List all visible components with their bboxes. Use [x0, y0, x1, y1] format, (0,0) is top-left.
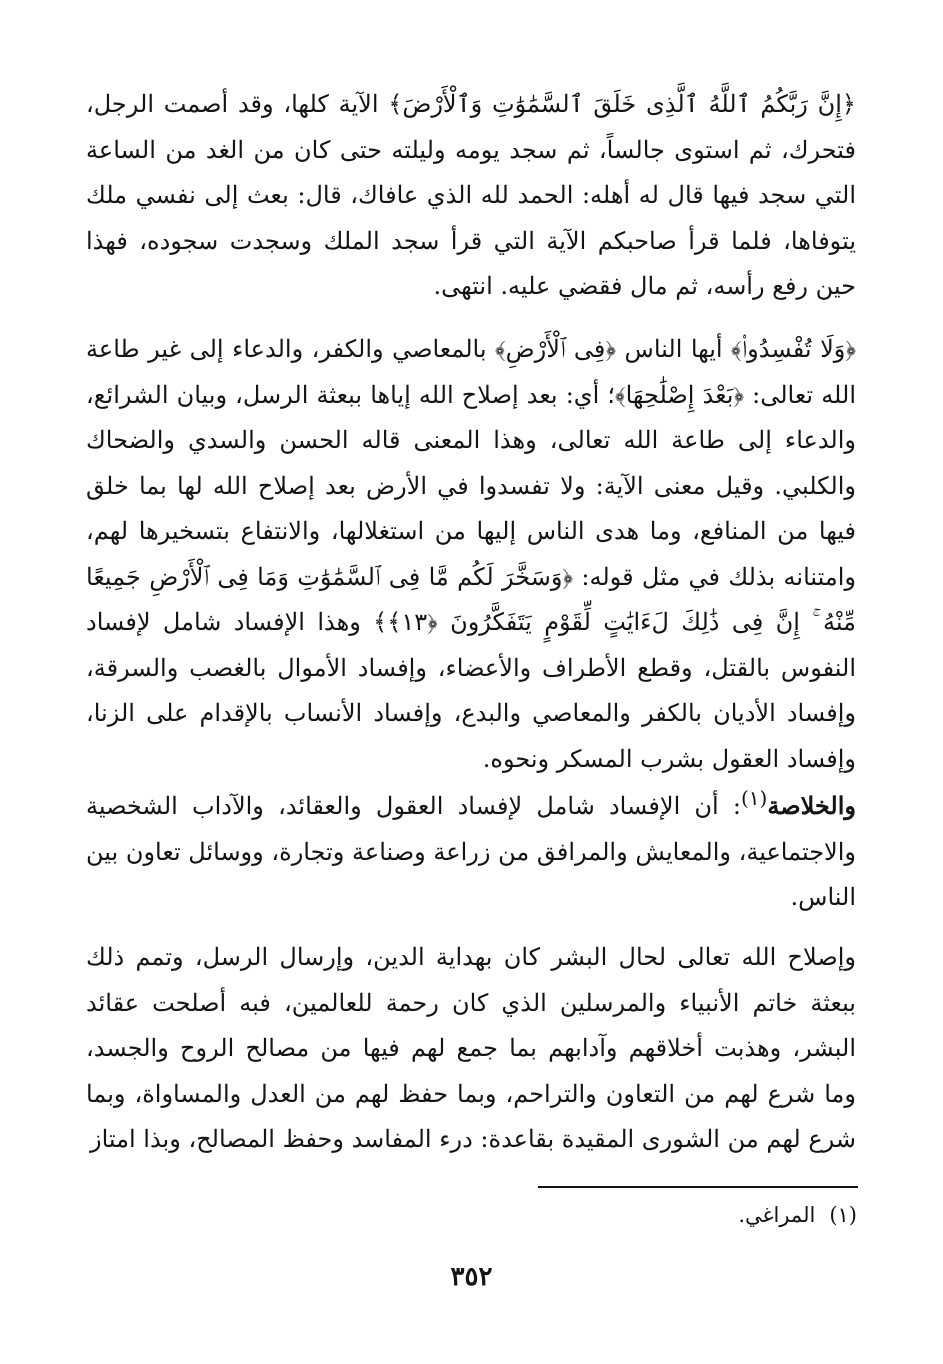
footnote	[738, 1198, 857, 1232]
paragraph-1: ﴿إِنَّ رَبَّكُمُ ٱللَّهُ ٱلَّذِى خَلَقَ ٱلسَّمَٰوَٰتِ وَٱلْأَرْضَ﴾ الآية كلها، وقد أصمت الرجل، فتحرك، ثم استوى جالساً، ثم سجد يومه وليلته حتى كان من الغد من الساعة التي سجد فيها قال له أهله: الحمد لله الذي عافاك، قال: بعث إلى نفسي ملك يتوفاها، فلما قرأ صاحبكم الآية التي قرأ سجد الملك وسجدت سجوده، فهذا حين رفع رأسه، ثم مال فقضي عليه. انتهى.	[86, 90, 857, 300]
summary-text: : أن الإفساد شامل لإفساد العقول والعقائد، والآداب الشخصية والاجتماعية، والمعايش والمرافق من زراعة وصناعة وتجارة، ووسائل تعاون بين الناس.	[86, 792, 856, 911]
paragraph-4: وإصلاح الله تعالى لحال البشر كان بهداية الدين، وإرسال الرسل، وتمم ذلك ببعثة خاتم الأنبياء والمرسلين الذي كان رحمة للعالمين، فبه أصلحت عقائد البشر، وهذبت أخلاقهم وآدابهم بما جمع لهم فيها من مصالح الروح والجسد، وما شرع لهم من التعاون والتراحم، وبما حفظ لهم من العدل والمساواة، وبما شرع لهم من الشورى المقيدة بقاعدة: درء المفاسد وحفظ المصالح، وبذا امتاز	[86, 943, 857, 1153]
footnote-divider	[538, 1186, 858, 1188]
paragraph-3	[86, 776, 856, 921]
footnote-text: المراغي.	[738, 1203, 816, 1227]
footnote-number: (١)	[829, 1203, 857, 1227]
page-number: ٣٥٢	[450, 1262, 493, 1292]
paragraph-2: ﴿وَلَا تُفْسِدُوا۟﴾ أيها الناس ﴿فِى ٱلْأَرْضِ﴾ بالمعاصي والكفر، والدعاء إلى غير طاعة الله تعالى: ﴿بَعْدَ إِصْلَٰحِهَا﴾؛ أي: بعد إصلاح الله إياها ببعثة الرسل، وبيان الشرائع، والدعاء إلى طاعة الله تعالى، وهذا المعنى قاله الحسن والسدي والضحاك والكلبي. وقيل معنى الآية: ولا تفسدوا في الأرض بعد إصلاح الله لها بما خلق فيها من المنافع، وما هدى الناس إليها من استغلالها، والانتفاع بتسخيرها لهم، وامتنانه بذلك في مثل قوله: ﴿وَسَخَّرَ لَكُم مَّا فِى ٱلسَّمَٰوَٰتِ وَمَا فِى ٱلْأَرْضِ جَمِيعًا مِّنْهُ ۚ إِنَّ فِى ذَٰلِكَ لَءَايَٰتٍ لِّقَوْمٍ يَتَفَكَّرُونَ ﴿١٣﴾﴾ وهذا الإفساد شامل لإفساد النفوس بالقتل، وقطع الأطراف والأعضاء، وإفساد الأموال بالغصب والسرقة، وإفساد الأديان بالكفر والمعاصي والبدع، وإفساد الأنساب بالإقدام على الزنا، وإفساد العقول بشرب المسكر ونحوه.	[86, 335, 857, 773]
summary-heading: والخلاصة	[767, 791, 856, 820]
footnote-reference: (١)	[740, 786, 768, 810]
